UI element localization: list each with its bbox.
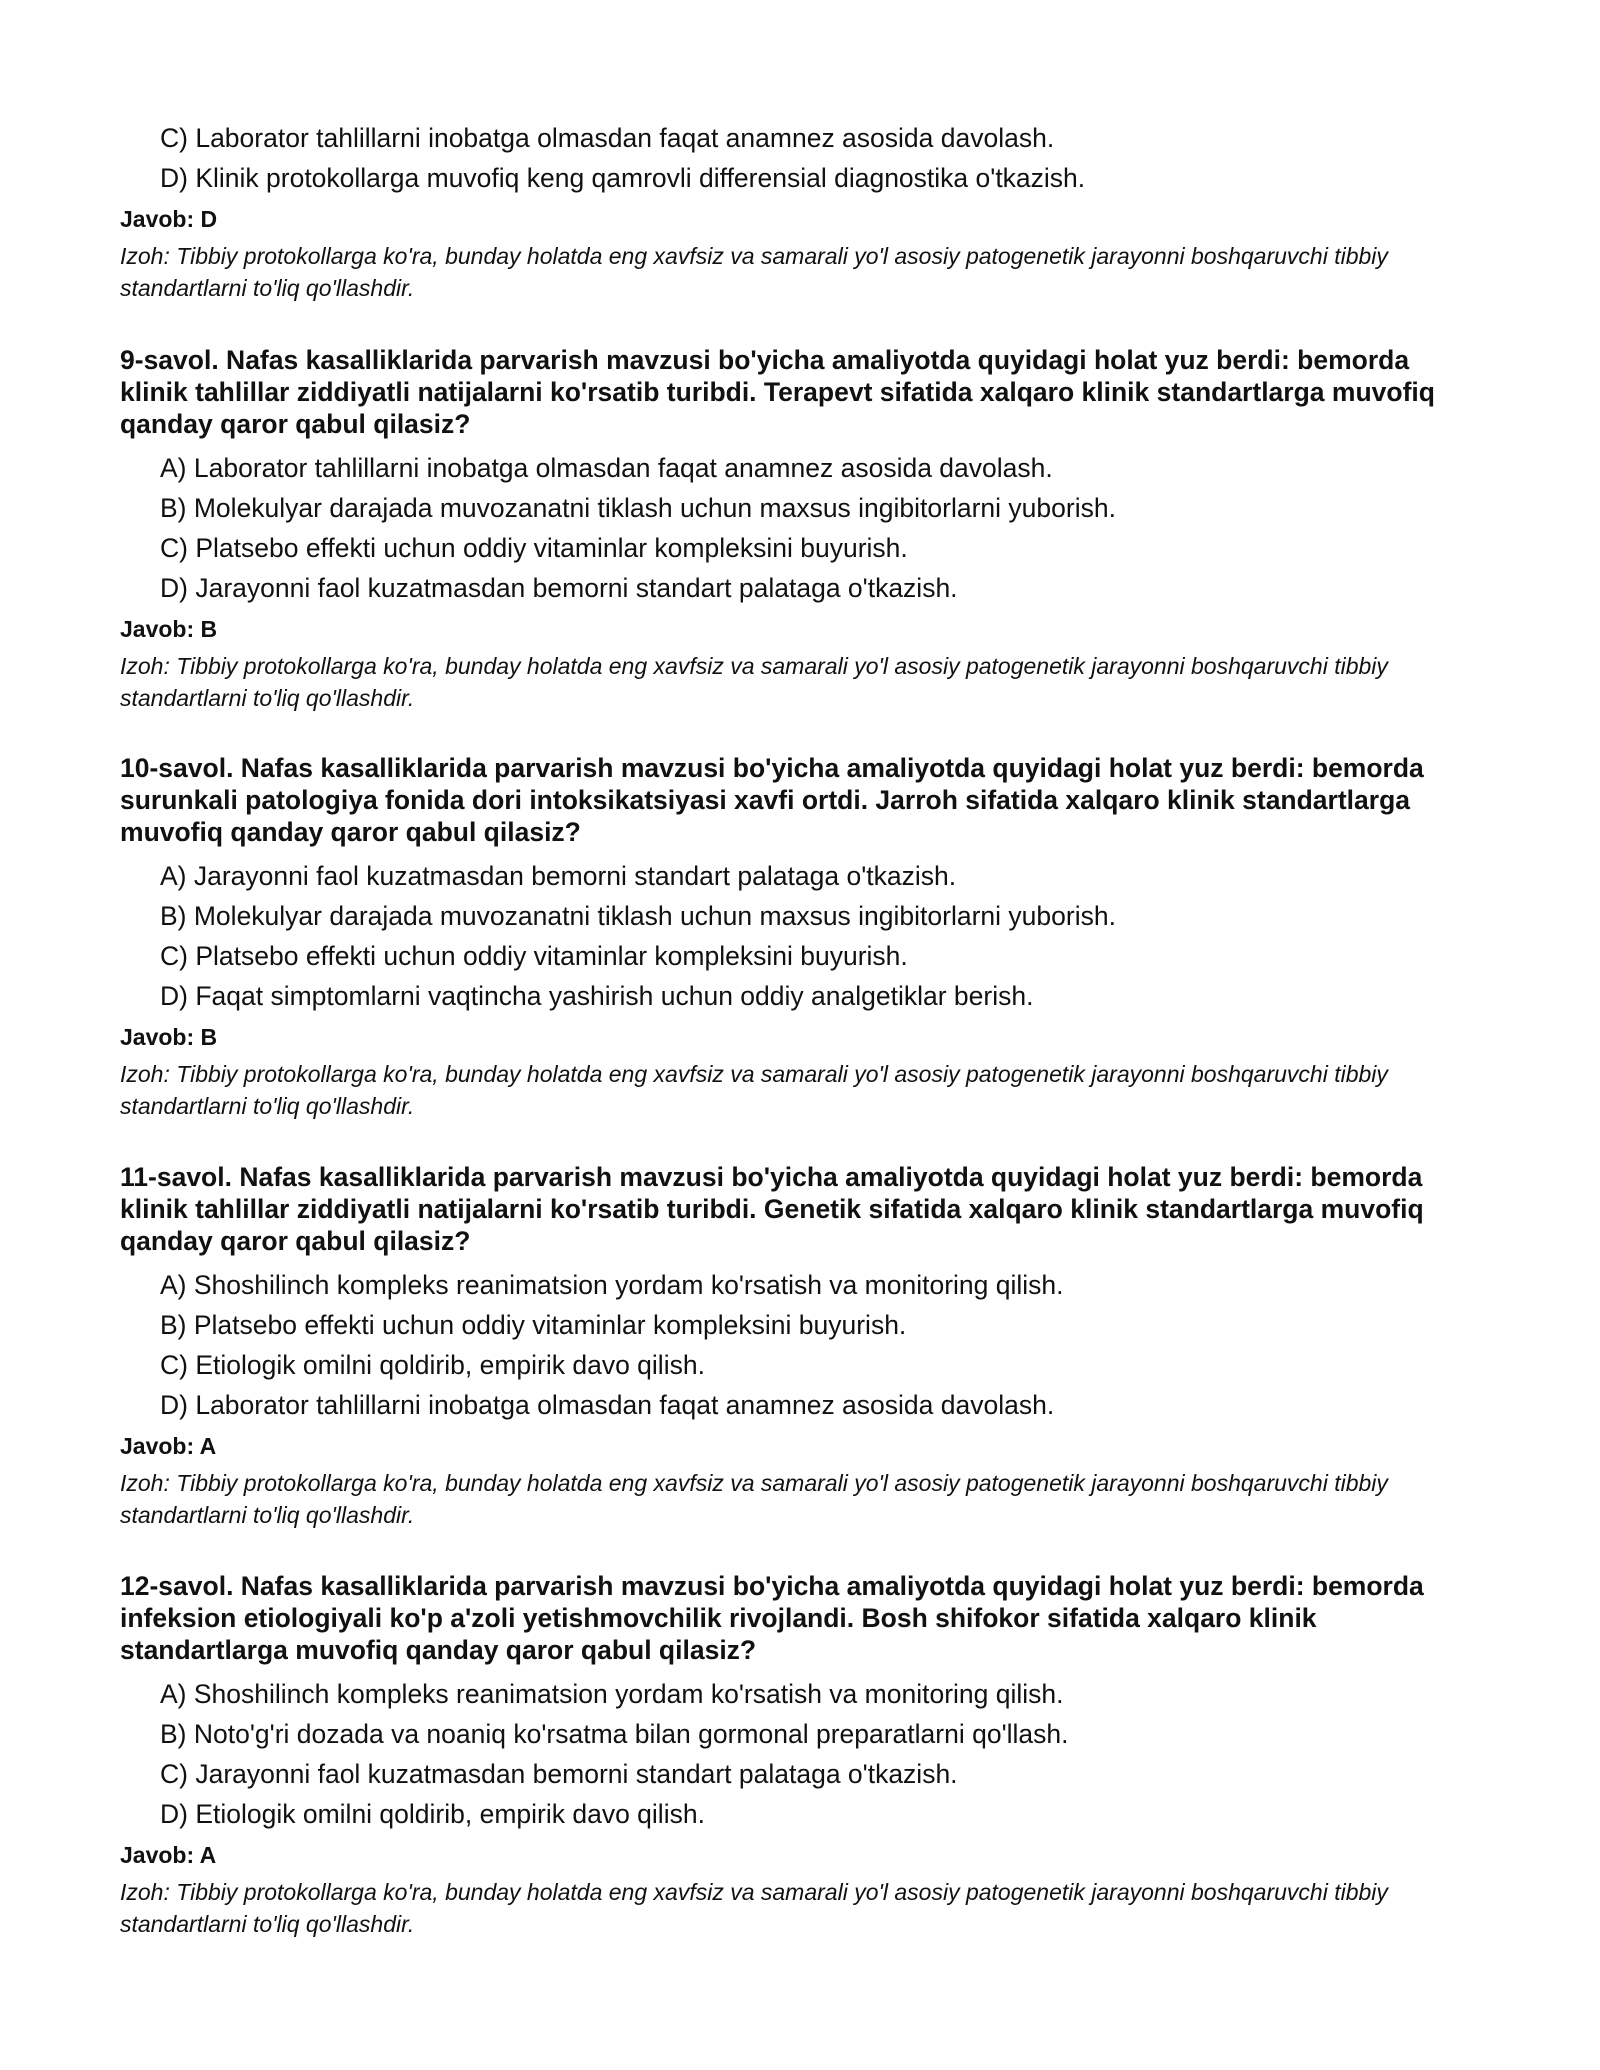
- answer-label: Javob: A: [120, 1433, 217, 1459]
- option-list: [120, 1674, 1480, 1834]
- option-b: B) Platsebo effekti uchun oddiy vitaminlar kompleksini buyurish.: [160, 1310, 907, 1340]
- question-fragment: [120, 118, 1480, 304]
- answer-label: Javob: A: [120, 1842, 217, 1868]
- option-c: C) Platsebo effekti uchun oddiy vitaminlar kompleksini buyurish.: [160, 941, 908, 971]
- option-list: [120, 118, 1480, 198]
- option-b: B) Noto'g'ri dozada va noaniq ko'rsatma bilan gormonal preparatlarni qo'llash.: [160, 1719, 1069, 1749]
- option-d: D) Laborator tahlillarni inobatga olmasdan faqat anamnez asosida davolash.: [160, 1390, 1055, 1420]
- answer-label: Javob: D: [120, 206, 218, 232]
- explanation-note: Izoh: Tibbiy protokollarga ko'ra, bunday holatda eng xavfsiz va samarali yo'l asosiy patogenetik jarayonni boshqaruvchi tibbiy standartlarni to'liq qo'llashdir.: [120, 1470, 1388, 1528]
- option-d: D) Etiologik omilni qoldirib, empirik davo qilish.: [160, 1799, 705, 1829]
- option-c: C) Jarayonni faol kuzatmasdan bemorni standart palataga o'tkazish.: [160, 1759, 958, 1789]
- option-b: B) Molekulyar darajada muvozanatni tiklash uchun maxsus ingibitorlarni yuborish.: [160, 493, 1116, 523]
- explanation-note: Izoh: Tibbiy protokollarga ko'ra, bunday holatda eng xavfsiz va samarali yo'l asosiy patogenetik jarayonni boshqaruvchi tibbiy standartlarni to'liq qo'llashdir.: [120, 1061, 1388, 1119]
- question-text: 9-savol. Nafas kasalliklarida parvarish mavzusi bo'yicha amaliyotda quyidagi holat yuz berdi: bemorda klinik tahlillar ziddiyatli natijalarni ko'rsatib turibdi. Terapevt sifatida xalqaro klinik standartlarga muvofiq qanday qaror qabul qilasiz?: [120, 345, 1435, 439]
- question-block: [120, 752, 1480, 1122]
- option-c: C) Etiologik omilni qoldirib, empirik davo qilish.: [160, 1350, 705, 1380]
- question-text: 11-savol. Nafas kasalliklarida parvarish mavzusi bo'yicha amaliyotda quyidagi holat yuz berdi: bemorda klinik tahlillar ziddiyatli natijalarni ko'rsatib turibdi. Genetik sifatida xalqaro klinik standartlarga muvofiq qanday qaror qabul qilasiz?: [120, 1162, 1424, 1256]
- answer-label: Javob: B: [120, 1024, 218, 1050]
- option-a: A) Laborator tahlillarni inobatga olmasdan faqat anamnez asosida davolash.: [160, 453, 1053, 483]
- option-d: D) Faqat simptomlarni vaqtincha yashirish uchun oddiy analgetiklar berish.: [160, 981, 1034, 1011]
- option-c: C) Platsebo effekti uchun oddiy vitaminlar kompleksini buyurish.: [160, 533, 908, 563]
- explanation-note: Izoh: Tibbiy protokollarga ko'ra, bunday holatda eng xavfsiz va samarali yo'l asosiy patogenetik jarayonni boshqaruvchi tibbiy standartlarni to'liq qo'llashdir.: [120, 653, 1388, 711]
- question-block: [120, 1161, 1480, 1531]
- explanation-note: Izoh: Tibbiy protokollarga ko'ra, bunday holatda eng xavfsiz va samarali yo'l asosiy patogenetik jarayonni boshqaruvchi tibbiy standartlarni to'liq qo'llashdir.: [120, 1879, 1388, 1937]
- question-text: 10-savol. Nafas kasalliklarida parvarish mavzusi bo'yicha amaliyotda quyidagi holat yuz berdi: bemorda surunkali patologiya fonida dori intoksikatsiyasi xavfi ortdi. Jarroh sifatida xalqaro klinik standartlarga muvofiq qanday qaror qabul qilasiz?: [120, 753, 1424, 847]
- option-c: C) Laborator tahlillarni inobatga olmasdan faqat anamnez asosida davolash.: [160, 123, 1055, 153]
- option-b: B) Molekulyar darajada muvozanatni tiklash uchun maxsus ingibitorlarni yuborish.: [160, 901, 1116, 931]
- option-a: A) Jarayonni faol kuzatmasdan bemorni standart palataga o'tkazish.: [160, 861, 957, 891]
- option-d: D) Klinik protokollarga muvofiq keng qamrovli differensial diagnostika o'tkazish.: [160, 163, 1086, 193]
- question-block: [120, 1570, 1480, 1940]
- option-list: [120, 1265, 1480, 1425]
- option-list: [120, 856, 1480, 1016]
- option-list: [120, 448, 1480, 608]
- option-a: A) Shoshilinch kompleks reanimatsion yordam ko'rsatish va monitoring qilish.: [160, 1270, 1064, 1300]
- question-block: [120, 344, 1480, 714]
- question-text: 12-savol. Nafas kasalliklarida parvarish mavzusi bo'yicha amaliyotda quyidagi holat yuz berdi: bemorda infeksion etiologiyali ko'p a'zoli yetishmovchilik rivojlandi. Bosh shifokor sifatida xalqaro klinik standartlarga muvofiq qanday qaror qabul qilasiz?: [120, 1571, 1424, 1665]
- explanation-note: Izoh: Tibbiy protokollarga ko'ra, bunday holatda eng xavfsiz va samarali yo'l asosiy patogenetik jarayonni boshqaruvchi tibbiy standartlarni to'liq qo'llashdir.: [120, 243, 1388, 301]
- option-a: A) Shoshilinch kompleks reanimatsion yordam ko'rsatish va monitoring qilish.: [160, 1679, 1064, 1709]
- option-d: D) Jarayonni faol kuzatmasdan bemorni standart palataga o'tkazish.: [160, 573, 958, 603]
- answer-label: Javob: B: [120, 616, 218, 642]
